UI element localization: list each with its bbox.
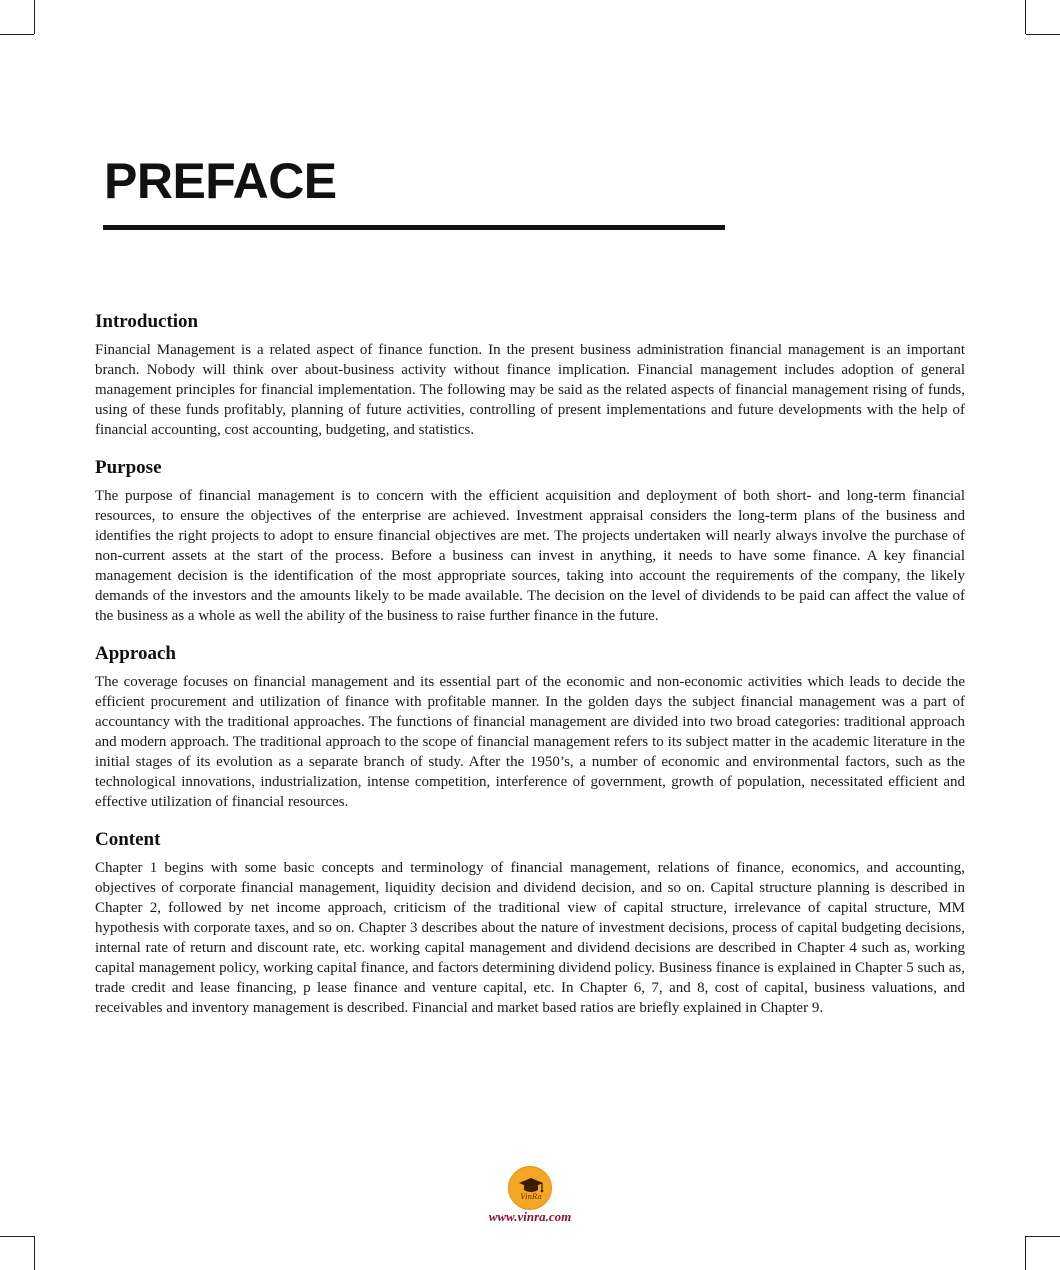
crop-mark (1025, 0, 1026, 34)
section-heading: Content (95, 829, 161, 850)
section-heading: Purpose (95, 457, 162, 478)
footer-url[interactable]: www.vinra.com (488, 1209, 572, 1224)
page-title: PREFACE (104, 153, 337, 209)
section-heading: Approach (95, 643, 176, 664)
section-body: The coverage focuses on financial management and its essential part of the economic and non-economic activities which leads to decide the efficient procurement and utilization of finance with profitable manner. In the golden days the subject financial management was a part of accountancy with the traditional approaches. The functions of financial management are divided into two broad categories: traditional approach and modern approach. The traditional approach to the scope of financial management refers to its subject matter in the academic literature in the initial stages of its evolution as a separate branch of study. After the 1950’s, a number of economic and environmental factors, such as the technological innovations, industrialization, intense competition, interference of government, growth of population, necessitated efficient and effective utilization of financial resources. (95, 674, 965, 810)
crop-mark (1025, 1236, 1026, 1270)
crop-mark (34, 1236, 35, 1270)
crop-mark (1026, 1236, 1060, 1237)
publisher-logo (508, 1166, 552, 1210)
crop-mark (0, 34, 34, 35)
section-body: Chapter 1 begins with some basic concepts and terminology of financial management, relations of finance, economics, and accounting, objectives of corporate financial management, liquidity decision and dividend decision, and so on. Capital structure planning is described in Chapter 2, followed by net income approach, criticism of the traditional view of capital structure, irrelevance of capital structure, MM hypothesis with corporate taxes, and so on. Chapter 3 describes about the nature of investment decisions, process of capital budgeting decisions, internal rate of return and discount rate, etc. working capital management and dividend decisions are described in Chapter 4 such as, working capital management policy, working capital finance, and factors determining dividend policy. Business finance is explained in Chapter 5 such as, trade credit and lease financing, p lease finance and venture capital, etc. In Chapter 6, 7, and 8, cost of capital, business valuations, and receivables and inventory management is described. Financial and market based ratios are briefly explained in Chapter 9. (95, 860, 965, 1016)
crop-mark (34, 0, 35, 34)
section-content (95, 827, 965, 1018)
crop-mark (0, 1236, 34, 1237)
section-heading: Introduction (95, 311, 199, 332)
section-body: Financial Management is a related aspect of finance function. In the present business administration financial management is an important branch. Nobody will think over about-business activity without finance implication. Financial management includes adoption of general management principles for financial implementation. The following may be said as the related aspects of financial management rising of funds, using of these funds profitably, planning of future activities, controlling of present implementations and future developments with the help of financial accounting, cost accounting, budgeting, and statistics. (95, 342, 965, 438)
preface-content (95, 309, 965, 1033)
section-purpose (95, 455, 965, 626)
graduation-cap-icon (509, 1167, 553, 1211)
crop-mark (1026, 34, 1060, 35)
logo-text: VinRa (520, 1193, 542, 1201)
section-approach (95, 641, 965, 812)
section-body: The purpose of financial management is to concern with the efficient acquisition and deployment of both short- and long-term financial resources, to ensure the objectives of the enterprise are achieved. Investment appraisal considers the long-term plans of the business and identifies the right projects to adopt to ensure financial objectives are met. The projects undertaken will nearly always involve the purchase of non-current assets at the start of the process. Before a business can invest in anything, it needs to have some finance. A key financial management decision is the identification of the most appropriate sources, taking into account the requirements of the company, the likely demands of the investors and the amounts likely to be made available. The decision on the level of dividends to be paid can affect the value of the business as a whole as well the ability of the business to raise further finance in the future. (95, 488, 965, 624)
section-introduction (95, 309, 965, 440)
title-rule (103, 225, 725, 230)
